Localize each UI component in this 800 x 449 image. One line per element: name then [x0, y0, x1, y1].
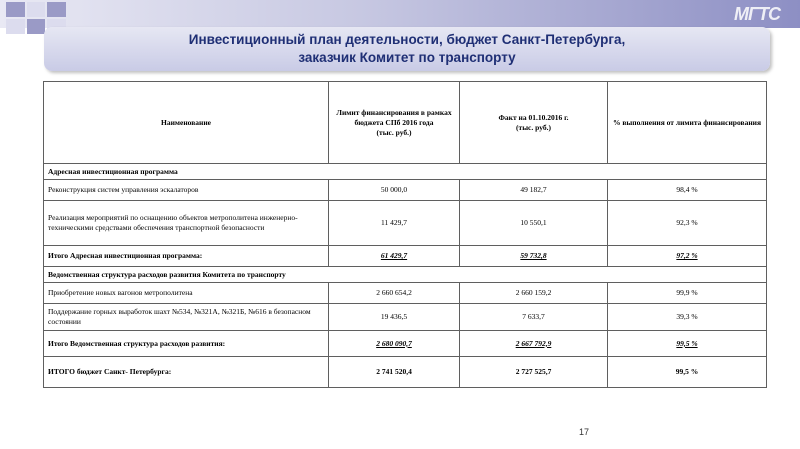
cell-limit: 2 741 520,4: [329, 357, 460, 388]
cell-name: ИТОГО бюджет Санкт- Петербурга:: [44, 357, 329, 388]
title-panel: [44, 27, 770, 71]
table-row: [44, 304, 767, 331]
cell-name: Итого Адресная инвестиционная программа:: [44, 246, 329, 267]
section-title: Адресная инвестиционная программа: [44, 164, 767, 180]
cell-percent: 97,2 %: [608, 246, 767, 267]
section-row: [44, 164, 767, 180]
top-decorative-band: [0, 0, 800, 28]
cell-percent: 99,5 %: [608, 357, 767, 388]
cell-percent: 99,5 %: [608, 331, 767, 357]
cell-fact: 2 667 792,9: [460, 331, 608, 357]
header-percent: % выполнения от лимита финансирования: [608, 82, 767, 164]
table-row: [44, 283, 767, 304]
section-title: Ведомственная структура расходов развития Комитета по транспорту: [44, 267, 767, 283]
cell-percent: 92,3 %: [608, 201, 767, 246]
grand-total-row: [44, 357, 767, 388]
table-row: [44, 201, 767, 246]
cell-fact: 59 732,8: [460, 246, 608, 267]
header-name: Наименование: [44, 82, 329, 164]
cell-fact: 7 633,7: [460, 304, 608, 331]
cell-name: Приобретение новых вагонов метрополитена: [44, 283, 329, 304]
cell-percent: 39,3 %: [608, 304, 767, 331]
cell-fact: 10 550,1: [460, 201, 608, 246]
cell-fact: 2 660 159,2: [460, 283, 608, 304]
cell-limit: 50 000,0: [329, 180, 460, 201]
cell-limit: 61 429,7: [329, 246, 460, 267]
cell-fact: 2 727 525,7: [460, 357, 608, 388]
cell-name: Итого Ведомственная структура расходов развития:: [44, 331, 329, 357]
title-line-1: Инвестиционный план деятельности, бюджет Санкт-Петербурга,: [188, 32, 626, 47]
table-row: [44, 180, 767, 201]
company-logo: МГТС: [734, 4, 781, 24]
subtotal-row: [44, 246, 767, 267]
cell-name: Реконструкция систем управления эскалаторов: [44, 180, 329, 201]
title-line-2: заказчик Комитет по транспорту: [298, 50, 516, 65]
cell-limit: 2 660 654,2: [329, 283, 460, 304]
cell-fact: 49 182,7: [460, 180, 608, 201]
subtotal-row: [44, 331, 767, 357]
cell-limit: 19 436,5: [329, 304, 460, 331]
page-number: 17: [579, 427, 590, 437]
cell-limit: 2 680 090,7: [329, 331, 460, 357]
cell-name: Реализация мероприятий по оснащению объектов метрополитена инженерно-техническими средствами обеспечения транспортной безопасности: [44, 201, 329, 246]
cell-percent: 98,4 %: [608, 180, 767, 201]
section-row: [44, 267, 767, 283]
table-header-row: [44, 82, 767, 164]
cell-name: Поддержание горных выработок шахт №534, №321А, №321Б, №616 в безопасном состоянии: [44, 304, 329, 331]
investment-table: [43, 81, 766, 388]
cell-percent: 99,9 %: [608, 283, 767, 304]
header-limit: Лимит финансирования в рамках бюджета СПб 2016 года (тыс. руб.): [329, 82, 460, 164]
cell-limit: 11 429,7: [329, 201, 460, 246]
header-fact: Факт на 01.10.2016 г. (тыс. руб.): [460, 82, 608, 164]
